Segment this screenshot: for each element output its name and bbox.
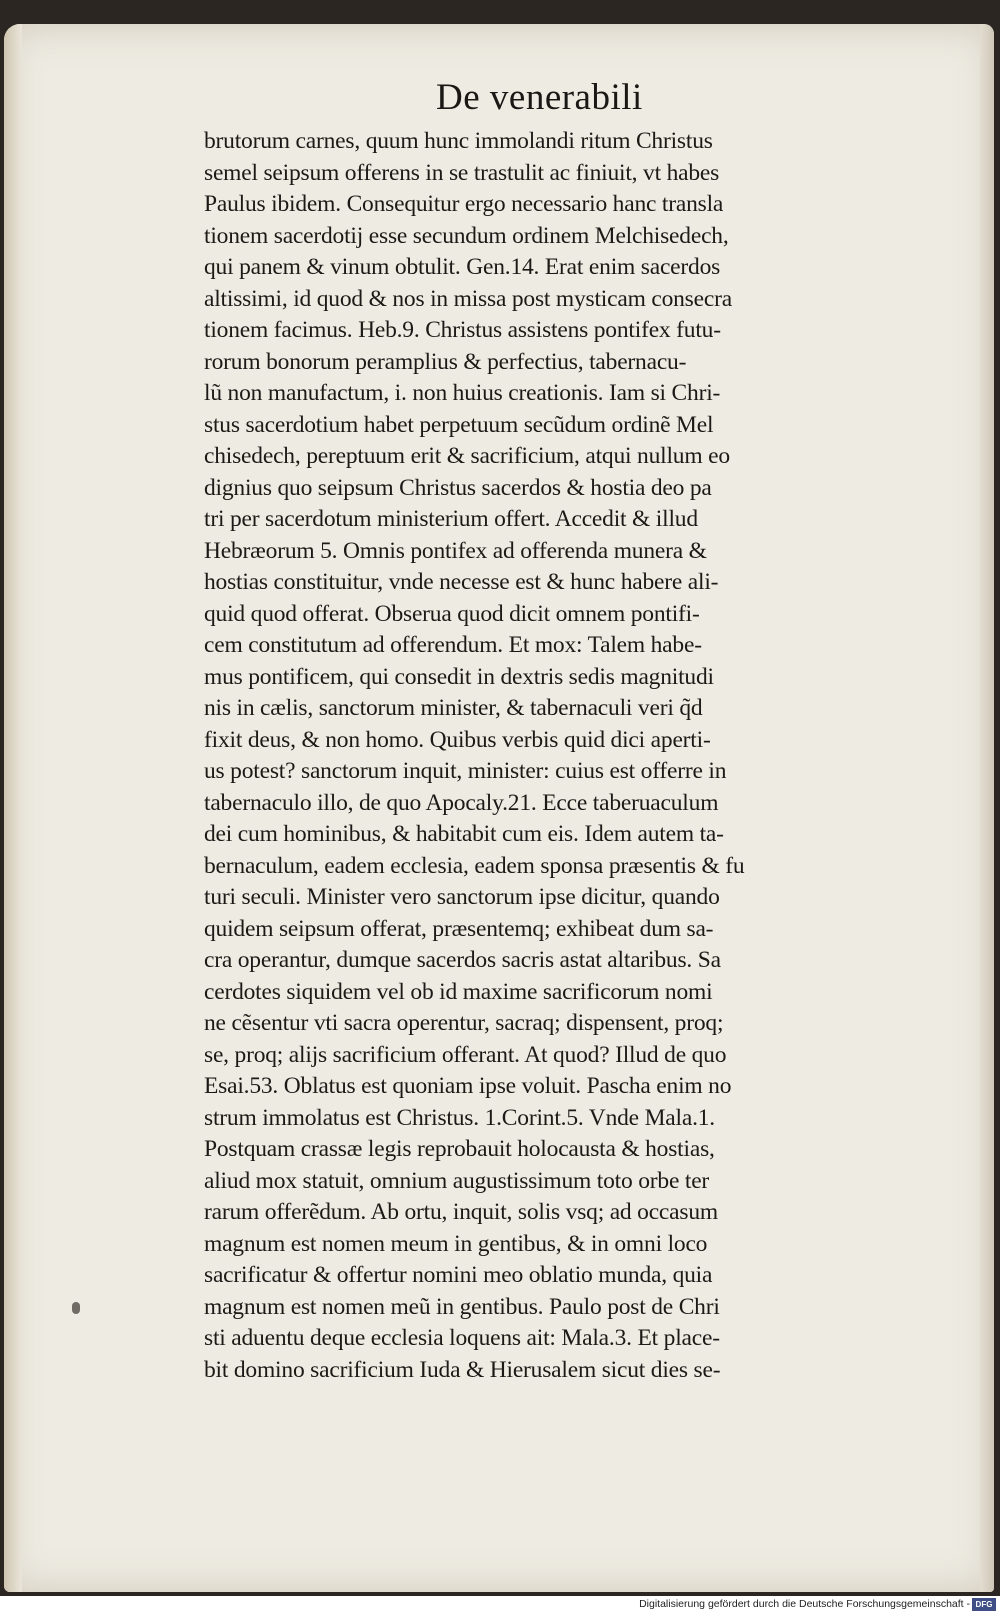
text-line: Hebræorum 5. Omnis pontifex ad offerenda munera & xyxy=(204,537,707,564)
body-text xyxy=(204,126,924,1386)
digitization-credit: Digitalisierung gefördert durch die Deutsche Forschungsgemeinschaft - xyxy=(639,1598,970,1610)
text-line: mus pontificem, qui consedit in dextris sedis magnitudi xyxy=(204,663,714,690)
text-line: rorum bonorum peramplius & perfectius, tabernacu- xyxy=(204,348,687,375)
running-head: De venerabili xyxy=(436,77,643,118)
text-line: bernaculum, eadem ecclesia, eadem sponsa præsentis & fu xyxy=(204,852,745,879)
text-line: lũ non manufactum, i. non huius creationis. Iam si Chri- xyxy=(204,380,721,406)
text-line: cem constitutum ad offerendum. Et mox: Talem habe- xyxy=(204,632,702,658)
text-line: cerdotes siquidem vel ob id maxime sacrificorum nomi xyxy=(204,978,713,1005)
text-line: magnum est nomen meũ in gentibus. Paulo post de Chri xyxy=(204,1293,720,1320)
text-line: semel seipsum offerens in se trastulit ac finiuit, vt habes xyxy=(204,159,720,186)
text-line: Postquam crassæ legis reprobauit holocausta & hostias, xyxy=(204,1136,715,1162)
text-line: sacrificatur & offertur nomini meo oblatio munda, quia xyxy=(204,1262,713,1288)
text-line: bit domino sacrificium Iuda & Hierusalem sicut dies se- xyxy=(204,1356,721,1383)
text-line: ne cẽsentur vti sacra operentur, sacraq; dispensent, proq; xyxy=(204,1010,724,1036)
text-line: quidem seipsum offerat, præsentemq; exhibeat dum sa- xyxy=(204,915,714,942)
text-line: fixit deus, & non homo. Quibus verbis quid dici aperti- xyxy=(204,726,711,753)
text-line: se, proq; alijs sacrificium offerant. At quod? Illud de quo xyxy=(204,1041,727,1068)
text-line: Esai.53. Oblatus est quoniam ipse voluit. Pascha enim no xyxy=(204,1073,732,1099)
text-line: aliud mox statuit, omnium augustissimum toto orbe ter xyxy=(204,1167,710,1194)
text-line: nis in cælis, sanctorum minister, & tabernaculi veri q̃d xyxy=(204,695,703,721)
text-line: cra operantur, dumque sacerdos sacris astat altaribus. Sa xyxy=(204,947,721,973)
text-line: brutorum carnes, quum hunc immolandi ritum Christus xyxy=(204,128,713,154)
text-line: sti aduentu deque ecclesia loquens ait: Mala.3. Et place- xyxy=(204,1325,720,1351)
text-line: chisedech, pereptuum erit & sacrificium, atqui nullum eo xyxy=(204,443,730,469)
dfg-logo: DFG xyxy=(972,1598,996,1611)
text-line: tri per sacerdotum ministerium offert. Accedit & illud xyxy=(204,506,698,532)
margin-mark xyxy=(72,1302,80,1314)
text-line: dignius quo seipsum Christus sacerdos & hostia deo pa xyxy=(204,474,712,501)
page-gutter xyxy=(4,24,22,1592)
text-line: quid quod offerat. Obserua quod dicit omnem pontifi- xyxy=(204,600,700,627)
text-line: altissimi, id quod & nos in missa post mysticam consecra xyxy=(204,285,732,312)
text-line: hostias constituitur, vnde necesse est & hunc habere ali- xyxy=(204,569,719,595)
text-line: qui panem & vinum obtulit. Gen.14. Erat enim sacerdos xyxy=(204,254,721,280)
text-line: tionem sacerdotij esse secundum ordinem Melchisedech, xyxy=(204,222,729,249)
text-line: strum immolatus est Christus. 1.Corint.5. Vnde Mala.1. xyxy=(204,1104,715,1131)
text-line: us potest? sanctorum inquit, minister: cuius est offerre in xyxy=(204,758,727,784)
text-line: tabernaculo illo, de quo Apocaly.21. Ecce taberuaculum xyxy=(204,789,719,816)
text-line: magnum est nomen meum in gentibus, & in omni loco xyxy=(204,1230,708,1257)
text-line: turi seculi. Minister vero sanctorum ipse dicitur, quando xyxy=(204,884,720,910)
text-line: rarum offerẽdum. Ab ortu, inquit, solis vsq; ad occasum xyxy=(204,1199,718,1225)
text-line: tionem facimus. Heb.9. Christus assistens pontifex futu- xyxy=(204,317,721,343)
text-line: Paulus ibidem. Consequitur ergo necessario hanc transla xyxy=(204,191,724,217)
text-line: stus sacerdotium habet perpetuum secũdum ordinẽ Mel xyxy=(204,411,714,438)
page-edge xyxy=(980,24,994,1592)
text-line: dei cum hominibus, & habitabit cum eis. Idem autem ta- xyxy=(204,821,724,847)
